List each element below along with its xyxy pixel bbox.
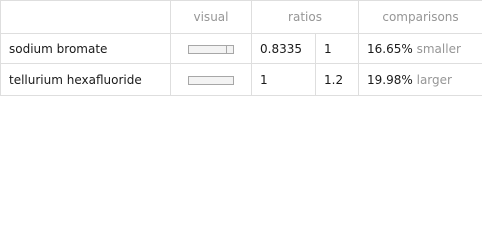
corner-cell bbox=[1, 1, 171, 34]
row-name: sodium bromate bbox=[1, 34, 171, 64]
visual-cell bbox=[171, 64, 252, 96]
header-row bbox=[1, 1, 482, 34]
comparison-value: 16.65% bbox=[367, 41, 413, 56]
ratio-value: 1.2 bbox=[316, 64, 359, 96]
row-name: tellurium hexafluoride bbox=[1, 64, 171, 96]
header-comparisons: comparisons bbox=[359, 1, 482, 34]
table-row bbox=[1, 34, 482, 64]
ratio-value: 0.8335 bbox=[252, 34, 316, 64]
ratio-bar-marker bbox=[226, 45, 227, 54]
comparison-word: smaller bbox=[416, 41, 461, 56]
table-row bbox=[1, 64, 482, 96]
comparison-cell bbox=[359, 64, 482, 96]
ratio-bar bbox=[188, 45, 234, 54]
comparison-table bbox=[0, 0, 482, 96]
ratio-value: 1 bbox=[316, 34, 359, 64]
ratio-value: 1 bbox=[252, 64, 316, 96]
comparison-word: larger bbox=[416, 72, 452, 87]
header-ratios: ratios bbox=[252, 1, 359, 34]
visual-cell bbox=[171, 34, 252, 64]
ratio-bar bbox=[188, 76, 234, 85]
comparison-cell bbox=[359, 34, 482, 64]
comparison-value: 19.98% bbox=[367, 72, 413, 87]
header-visual: visual bbox=[171, 1, 252, 34]
